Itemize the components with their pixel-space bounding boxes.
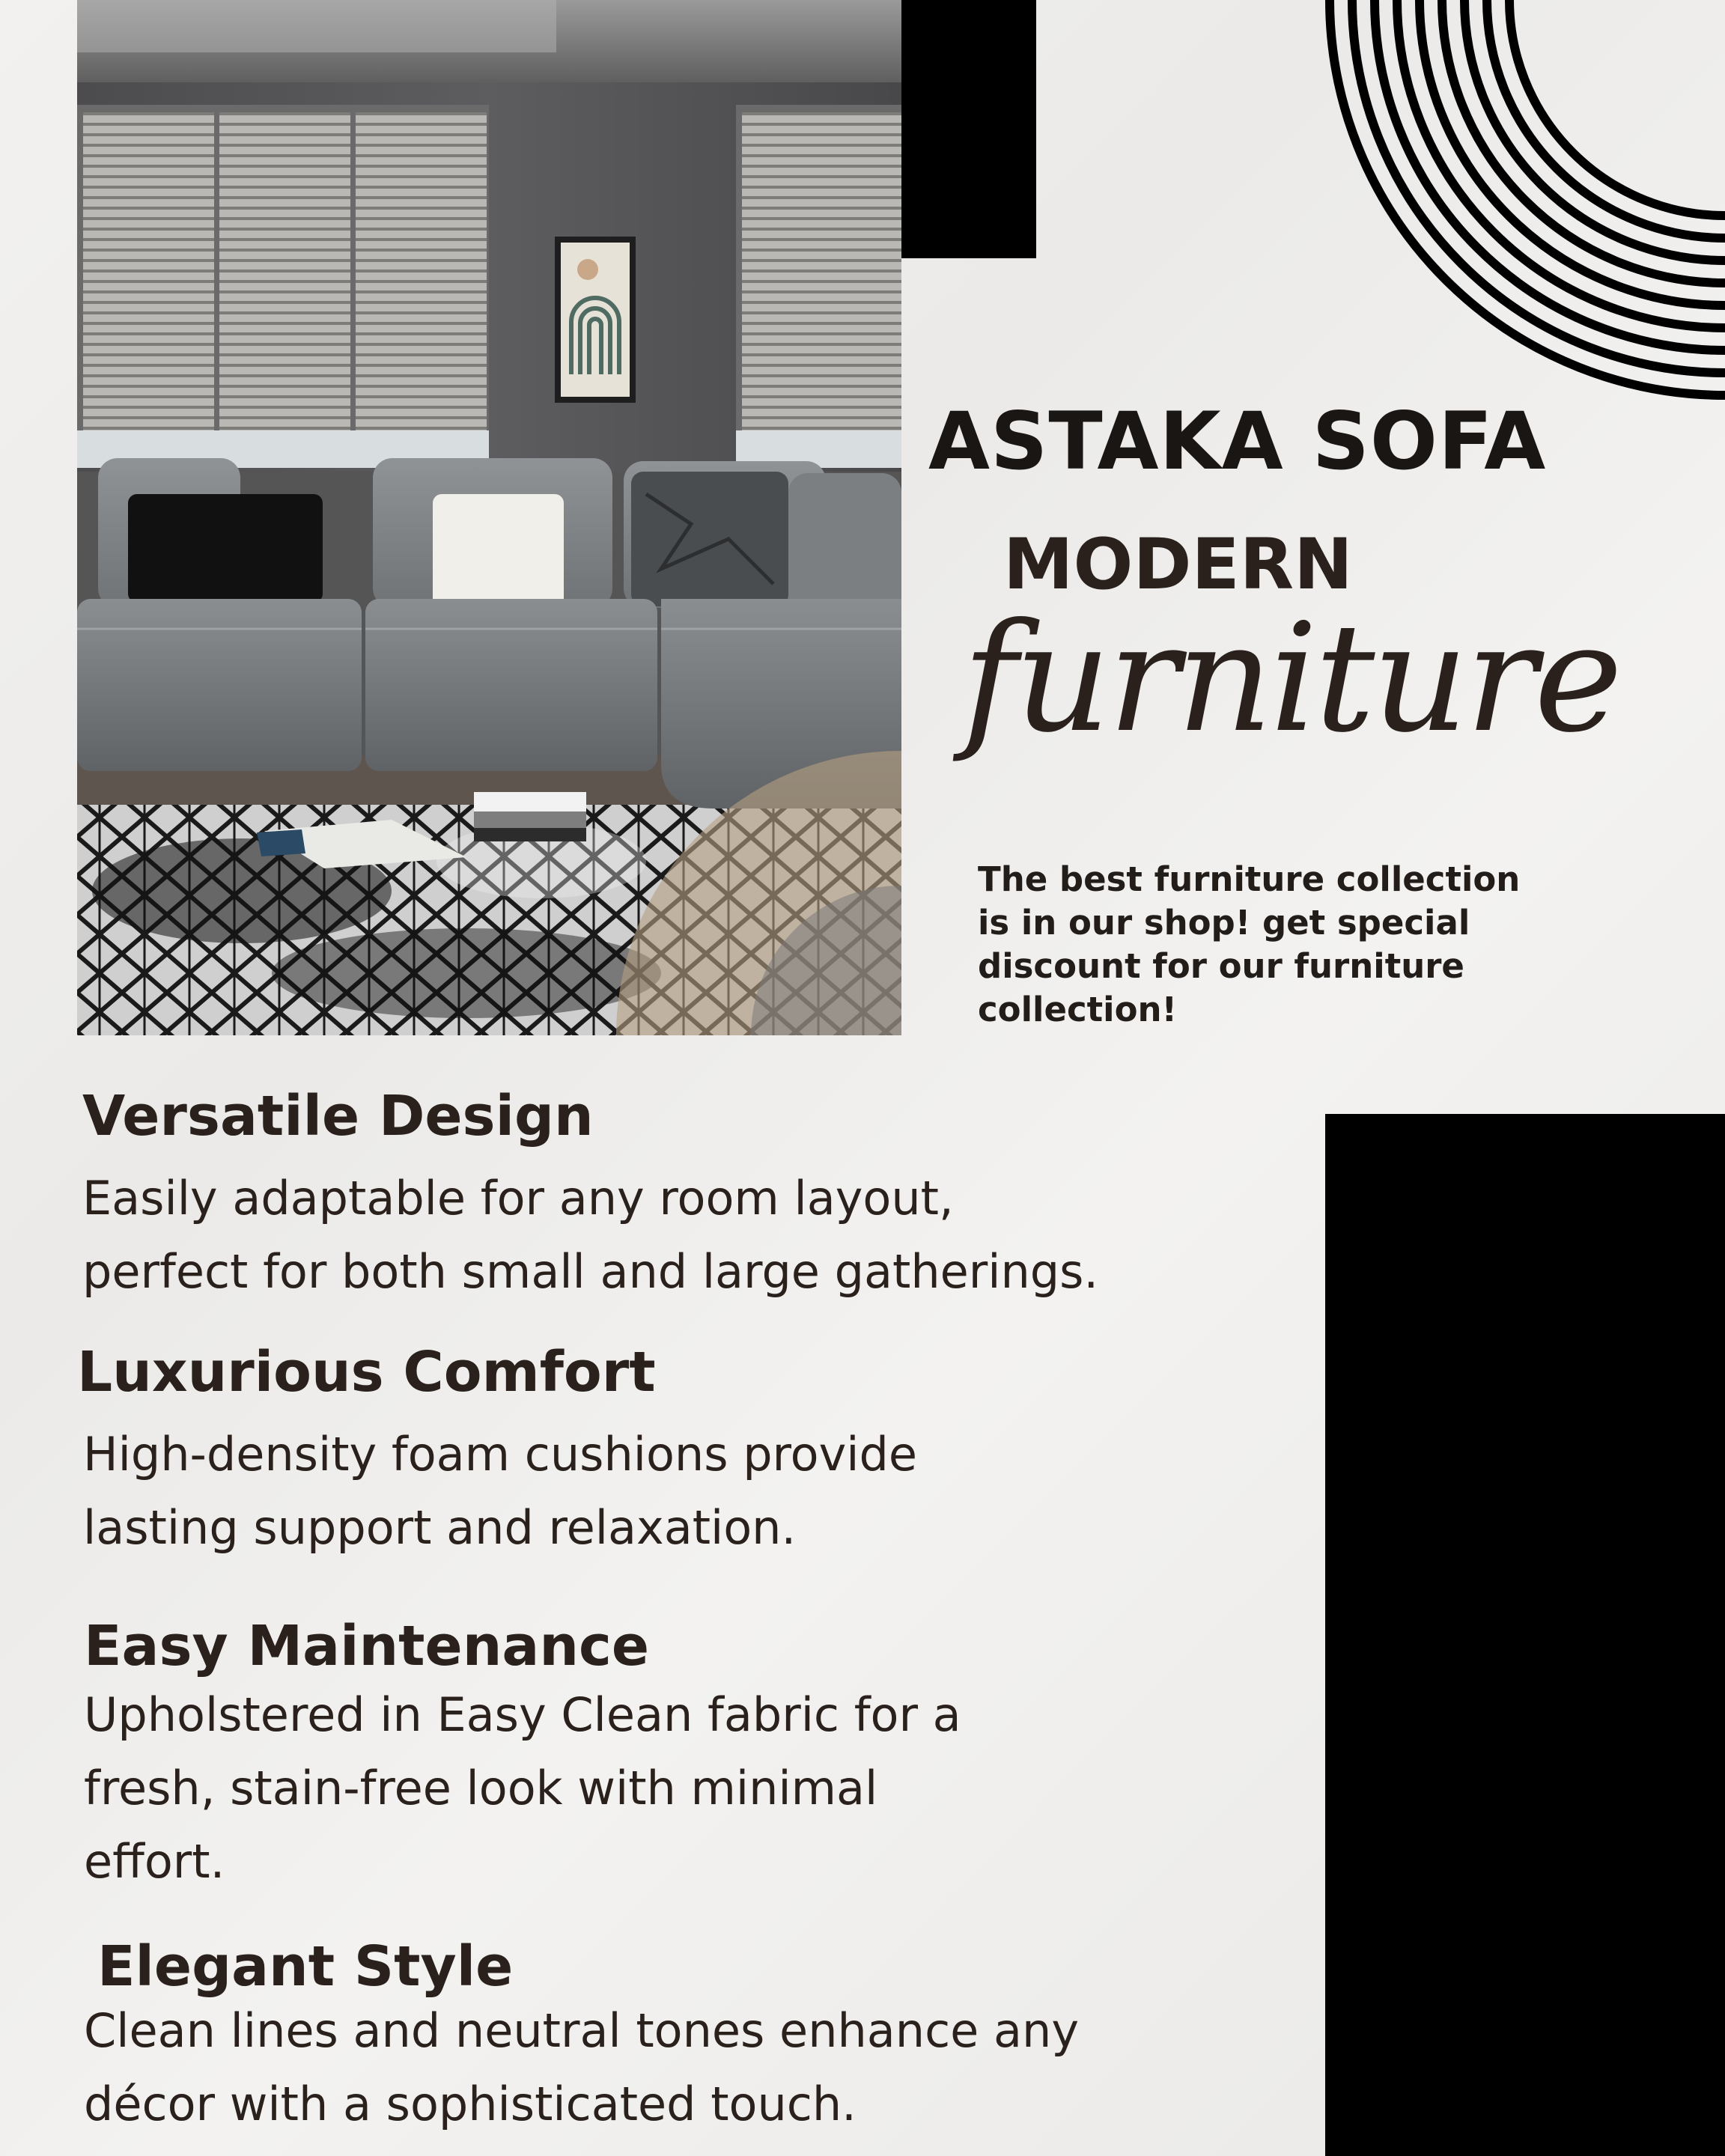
- feature-heading: Elegant Style: [97, 1934, 514, 1999]
- feature-text-line: fresh, stain-free look with minimal: [84, 1761, 878, 1815]
- feature-text-line: Upholstered in Easy Clean fabric for a: [84, 1687, 961, 1742]
- feature-text-line: effort.: [84, 1834, 225, 1889]
- script-heading: furniture: [962, 591, 1620, 766]
- feature-versatile-design: [82, 1084, 1098, 1309]
- feature-text-line: High-density foam cushions provide: [83, 1427, 918, 1482]
- feature-heading: Luxurious Comfort: [77, 1340, 656, 1404]
- feature-heading: Easy Maintenance: [84, 1614, 650, 1678]
- product-title: ASTAKA SOFA: [928, 395, 1547, 487]
- feature-elegant-style: [84, 1934, 1079, 2141]
- feature-text-line: Clean lines and neutral tones enhance any: [84, 2003, 1080, 2058]
- feature-text-line: Easily adaptable for any room layout,: [82, 1171, 954, 1225]
- concentric-arcs-decoration: [1318, 0, 1725, 419]
- product-subtitle: MODERN: [1003, 524, 1353, 606]
- living-room-sofa-photo: [77, 0, 901, 1035]
- feature-text-line: perfect for both small and large gatherings.: [82, 1244, 1099, 1299]
- tagline: The best furniture collection is in our shop! get special discount for our furniture collection!: [978, 859, 1521, 1029]
- feature-easy-maintenance: [84, 1614, 961, 1898]
- feature-text-line: lasting support and relaxation.: [83, 1500, 797, 1555]
- black-block-top: [901, 0, 1036, 258]
- feature-heading: Versatile Design: [82, 1084, 594, 1148]
- feature-text-line: décor with a sophisticated touch.: [84, 2077, 857, 2131]
- feature-luxurious-comfort: [77, 1340, 917, 1565]
- black-block-right: [1325, 1114, 1725, 2156]
